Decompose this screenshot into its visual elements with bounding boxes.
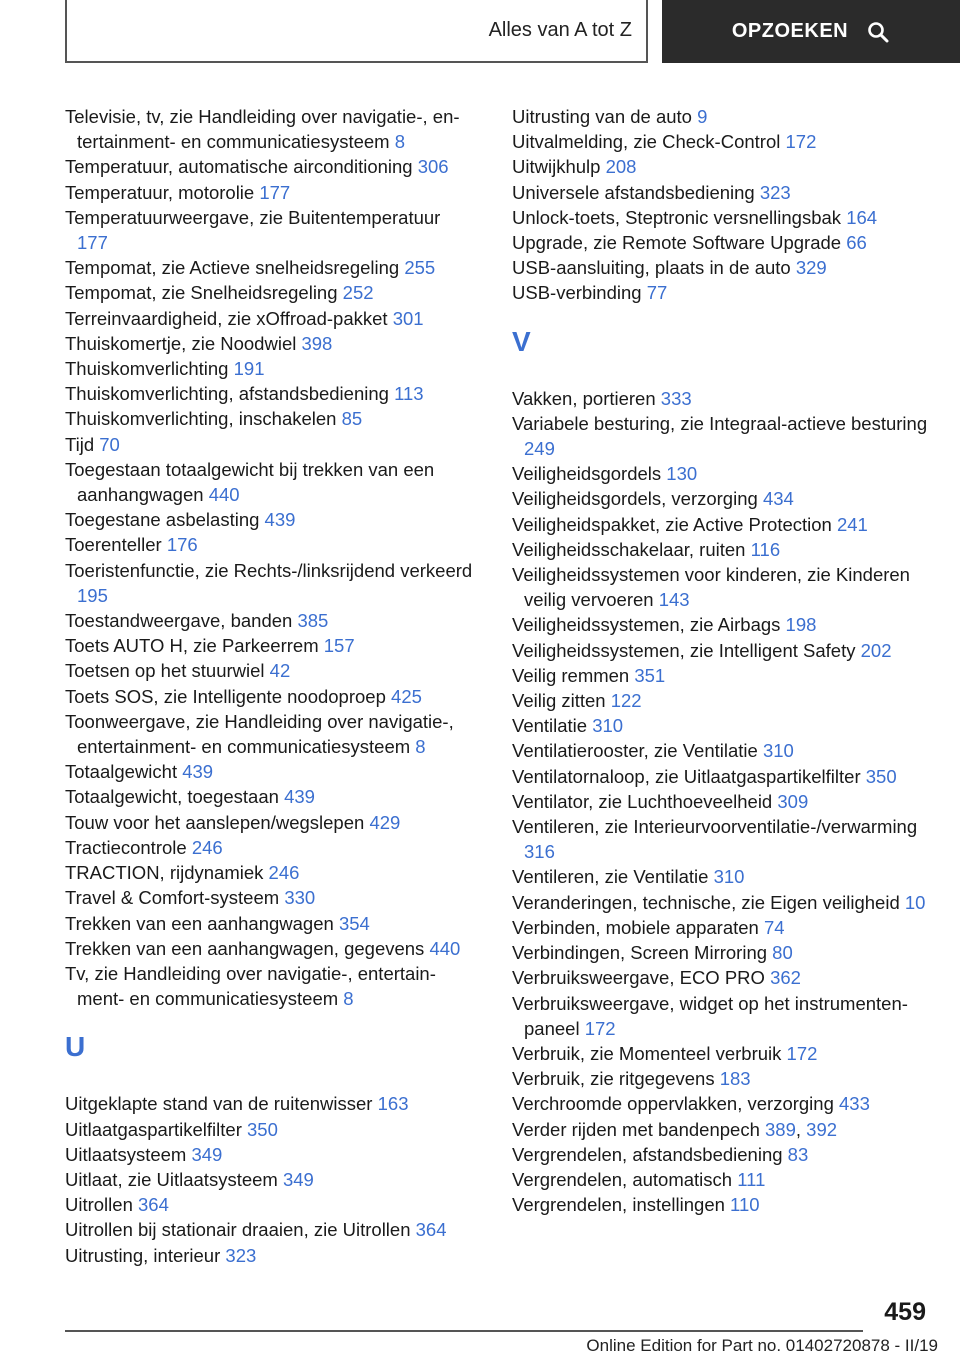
index-entry — [512, 713, 932, 738]
index-entry-term: Toeristenfunctie, zie Rechts-/linksrijdend verkeerd — [65, 559, 473, 581]
index-entry-term: Thuiskomverlichting, inschakelen — [65, 408, 337, 430]
index-entry-term: Thuiskomverlichting, afstandsbediening — [65, 383, 389, 405]
alphabetical-index-tab[interactable] — [65, 0, 648, 63]
index-entry — [65, 331, 475, 356]
index-entry-term: Temperatuur, motorolie — [65, 181, 255, 203]
page-reference-link[interactable]: 249 — [524, 438, 555, 460]
index-entry-term: Verbruik, zie ritgegevens — [512, 1068, 715, 1090]
page-reference-link[interactable]: 246 — [268, 862, 300, 884]
index-entry-term: Veiligheidssystemen, zie Airbags — [512, 614, 781, 636]
page-number: 459 — [884, 1298, 926, 1326]
search-tab-label: OPZOEKEN — [731, 20, 849, 42]
index-entry — [512, 537, 932, 562]
index-entry — [512, 814, 932, 864]
page-reference-link[interactable]: 122 — [610, 690, 642, 712]
page-reference-link[interactable]: 176 — [166, 534, 198, 556]
page-reference-link[interactable]: 333 — [660, 387, 692, 409]
index-entry-term: Toerenteller — [65, 534, 162, 556]
index-entry-term: Totaalgewicht — [65, 761, 178, 783]
index-entry — [512, 154, 932, 179]
index-entry-term: Veiligheidspakket, zie Active Protection — [512, 513, 832, 535]
index-entry-term: Toets SOS, zie Intelligente noodoproep — [65, 685, 386, 707]
index-entry — [65, 911, 475, 936]
index-entry-term: Verbinden, mobiele apparaten — [512, 916, 759, 938]
index-entry — [65, 356, 475, 381]
index-entry — [512, 280, 932, 305]
page-reference-link[interactable]: 389 — [765, 1118, 796, 1140]
page-reference-link[interactable]: 164 — [846, 206, 878, 228]
index-entry — [65, 759, 475, 784]
page-reference-link[interactable]: 183 — [719, 1068, 751, 1090]
index-entry-term: Verchroomde oppervlakken, verzorging — [512, 1093, 834, 1115]
index-entry-term: Temperatuur, automatische airconditioning — [65, 156, 413, 178]
index-column-left — [65, 104, 475, 1268]
index-entry-term: Toestandweergave, banden — [65, 610, 293, 632]
page-reference-link[interactable]: 310 — [762, 740, 794, 762]
index-entry — [512, 764, 932, 789]
index-entry — [65, 1117, 475, 1142]
index-entry-term: Veilig zitten — [512, 690, 606, 712]
index-entry — [512, 180, 932, 205]
index-entry-term: Universele afstandsbediening — [512, 181, 755, 203]
page-reference-link[interactable]: 425 — [391, 685, 422, 707]
page-reference-link[interactable]: 208 — [605, 156, 637, 178]
index-entry-term: Veiligheidsschakelaar, ruiten — [512, 538, 746, 560]
page-reference-link[interactable]: 362 — [770, 967, 801, 989]
index-entry-term: Toets AUTO H, zie Parkeerrem — [65, 635, 319, 657]
index-entry — [65, 280, 475, 305]
page-reference-link[interactable]: 195 — [77, 584, 108, 606]
index-entry-term: Veiligheidsgordels, verzorging — [512, 488, 758, 510]
page-reference-link[interactable]: 113 — [394, 383, 424, 405]
page-reference-link[interactable]: 198 — [785, 614, 817, 636]
index-entry-term: Uitlaat, zie Uitlaatsysteem — [65, 1168, 278, 1190]
index-entry — [65, 1167, 475, 1192]
index-entry-term: Verbruiksweergave, widget op het instrumentenpaneel — [512, 992, 908, 1039]
page-reference-link[interactable]: 392 — [806, 1118, 838, 1140]
index-entry — [65, 709, 475, 759]
page-reference-link[interactable]: 255 — [404, 257, 436, 279]
page-reference-link[interactable]: 385 — [297, 610, 329, 632]
page-reference-link[interactable]: 349 — [191, 1143, 223, 1165]
index-entry — [512, 386, 932, 411]
index-entry — [65, 608, 475, 633]
index-entry — [65, 633, 475, 658]
index-entry — [512, 1192, 932, 1217]
page-reference-link[interactable]: 157 — [323, 635, 355, 657]
index-entry-term: Veilig remmen — [512, 664, 630, 686]
page-reference-link[interactable]: 439 — [182, 761, 214, 783]
page-reference-link[interactable]: 8 — [415, 736, 426, 758]
index-entry — [65, 104, 475, 154]
index-entry — [512, 638, 932, 663]
page-reference-link[interactable]: 116 — [750, 538, 781, 560]
index-entry — [65, 1192, 475, 1217]
index-entry — [512, 230, 932, 255]
index-entry — [512, 864, 932, 889]
index-entry — [512, 512, 932, 537]
index-entry — [512, 1167, 932, 1192]
index-entry-term: Variabele besturing, zie Integraal-actieve besturing — [512, 412, 928, 434]
index-entry — [512, 789, 932, 814]
index-entry-term: Toegestaan totaalgewicht bij trekken van een aanhangwagen — [65, 458, 435, 506]
index-entry — [65, 936, 475, 961]
index-entry — [512, 1041, 932, 1066]
page-reference-link[interactable]: 83 — [787, 1143, 809, 1165]
page-reference-link[interactable]: 310 — [592, 715, 624, 737]
index-entry — [65, 1142, 475, 1167]
index-entry — [65, 961, 475, 1011]
page-reference-link[interactable]: 191 — [233, 358, 265, 380]
index-column-right — [512, 104, 932, 1217]
page-reference-link[interactable]: 301 — [392, 307, 424, 329]
index-entry-term: USB-verbinding — [512, 282, 642, 304]
index-entry-term: Uitwijkhulp — [512, 156, 601, 178]
index-entry-term: Unlock-toets, Steptronic versnellingsbak — [512, 206, 842, 228]
index-entry — [512, 1091, 932, 1116]
index-entry-term: Ventilatierooster, zie Ventilatie — [512, 740, 758, 762]
page-reference-link[interactable]: 351 — [634, 664, 666, 686]
index-entry-term: Veiligheidsgordels — [512, 463, 662, 485]
page-reference-link[interactable]: 202 — [860, 639, 892, 661]
index-entry — [65, 1091, 475, 1116]
index-entry-term: Tijd — [65, 433, 95, 455]
index-section-letter: U — [65, 1031, 86, 1063]
page-reference-link[interactable]: 354 — [338, 912, 370, 934]
index-entry-term: Trekken van een aanhangwagen — [65, 912, 334, 934]
magnifier-icon — [866, 20, 890, 44]
index-entry-term: Vergrendelen, instellingen — [512, 1194, 725, 1216]
index-entry-term: Uitrusting van de auto — [512, 106, 692, 127]
index-entry-term: Thuiskomertje, zie Noodwiel — [65, 332, 297, 354]
index-section-letter: V — [512, 325, 531, 357]
index-entry — [65, 835, 475, 860]
page-reference-link[interactable]: 440 — [208, 484, 240, 506]
index-entry — [65, 860, 475, 885]
index-entry-term: Ventilatornaloop, zie Uitlaatgaspartikelfilter — [512, 765, 861, 787]
page-reference-link[interactable]: 323 — [225, 1244, 257, 1266]
index-entry-term: Toegestane asbelasting — [65, 509, 260, 531]
index-entry — [65, 406, 475, 431]
index-entry — [65, 381, 475, 406]
index-entry-term: Ventilator, zie Luchthoeveelheid — [512, 790, 773, 812]
index-entry-term: Ventileren, zie Interieurvoorventilatie-/verwarming — [512, 816, 918, 838]
index-entry — [65, 255, 475, 280]
index-entry — [512, 1142, 932, 1167]
index-entry — [65, 558, 475, 608]
index-entry-term: Uitrollen — [65, 1194, 133, 1216]
page-reference-link[interactable]: 329 — [795, 257, 827, 279]
index-entry — [65, 684, 475, 709]
index-entry-term: Uitvalmelding, zie Check-Control — [512, 131, 781, 153]
page-reference-link[interactable]: 10 — [904, 891, 926, 913]
page-reference-link[interactable]: 252 — [342, 282, 374, 304]
index-entry — [512, 890, 932, 915]
index-entry — [65, 885, 475, 910]
index-entry — [65, 205, 475, 255]
page-reference-link[interactable]: 80 — [772, 942, 793, 964]
index-entry — [512, 486, 932, 511]
index-entry — [512, 612, 932, 637]
index-entry — [512, 129, 932, 154]
index-entry-term: Tv, zie Handleiding over navigatie-, entertainment- en communicatiesysteem — [65, 962, 436, 1010]
index-entry — [512, 1066, 932, 1091]
page-reference-link[interactable]: 143 — [658, 589, 690, 611]
index-entry-term: Veiligheidssystemen, zie Intelligent Safety — [512, 639, 856, 661]
page-reference-link[interactable]: 440 — [429, 937, 461, 959]
index-entry-term: Totaalgewicht, toegestaan — [65, 786, 279, 808]
index-entry-term: Verbruiksweergave, ECO PRO — [512, 967, 765, 989]
page-reference-link[interactable]: 8 — [394, 131, 406, 153]
index-entry — [65, 1243, 475, 1268]
index-entry-term: Vergrendelen, automatisch — [512, 1168, 733, 1190]
index-entry — [512, 940, 932, 965]
index-entry — [65, 507, 475, 532]
index-entry — [65, 810, 475, 835]
index-entry-term: Tractiecontrole — [65, 836, 187, 858]
index-entry — [65, 306, 475, 331]
index-entry-term: Uitrollen bij stationair draaien, zie Uitrollen — [65, 1219, 411, 1241]
index-entry-term: Toonweergave, zie Handleiding over navigatie-, entertainment- en communicatiesysteem — [65, 710, 454, 758]
page-reference-link[interactable]: 433 — [839, 1093, 870, 1115]
page-reference-link[interactable]: 398 — [301, 332, 333, 354]
index-entry — [65, 432, 475, 457]
index-entry-term: Veranderingen, technische, zie Eigen veiligheid — [512, 891, 900, 913]
page-reference-link[interactable]: 130 — [666, 463, 698, 485]
index-entry-term: Tempomat, zie Actieve snelheidsregeling — [65, 257, 400, 279]
page-reference-link[interactable]: 323 — [759, 181, 791, 203]
page-reference-link[interactable]: 439 — [284, 786, 315, 808]
index-entry — [512, 738, 932, 763]
page-reference-link[interactable]: 42 — [269, 660, 291, 682]
index-entry-term: Uitlaatgaspartikelfilter — [65, 1118, 242, 1140]
index-entry — [512, 915, 932, 940]
index-entry — [512, 688, 932, 713]
index-entry-term: Verbruik, zie Momenteel verbruik — [512, 1042, 782, 1064]
index-entry — [512, 104, 932, 129]
edition-footer: Online Edition for Part no. 01402720878 - II/19 — [586, 1336, 938, 1355]
page-reference-link[interactable]: 70 — [99, 433, 120, 455]
page-reference-link[interactable]: 66 — [846, 232, 867, 254]
page-reference-link[interactable]: 429 — [369, 811, 401, 833]
index-entry-term: Televisie, tv, zie Handleiding over navigatie-, entertainment- en communicatiesysteem — [65, 106, 460, 153]
page-reference-link[interactable]: 85 — [341, 408, 363, 430]
page-reference-link[interactable]: 306 — [417, 156, 449, 178]
index-entry-term: Ventilatie — [512, 715, 588, 737]
alphabetical-index-tab-label: Alles van A tot Z — [488, 19, 632, 41]
page-reference-link[interactable]: 309 — [777, 790, 809, 812]
index-entry — [65, 658, 475, 683]
index-entry: Verder rijden met bandenpech 389, 392 — [512, 1118, 838, 1140]
index-entry-term: Terreinvaardigheid, zie xOffroad-pakket — [65, 307, 388, 329]
page-reference-link[interactable]: 177 — [259, 181, 291, 203]
index-entry — [512, 965, 932, 990]
page-reference-link[interactable]: 310 — [713, 866, 745, 888]
index-entry-term: Uitrusting, interieur — [65, 1244, 221, 1266]
index-entry-term: Ventileren, zie Ventilatie — [512, 866, 709, 888]
index-entry-term: Upgrade, zie Remote Software Upgrade — [512, 232, 842, 254]
index-entry — [512, 663, 932, 688]
page-reference-link[interactable]: 9 — [697, 106, 708, 127]
index-entry — [65, 180, 475, 205]
page-reference-link[interactable]: 349 — [282, 1168, 314, 1190]
page-reference-link[interactable]: 330 — [284, 887, 316, 909]
search-tab[interactable] — [662, 0, 960, 63]
page-reference-link[interactable]: 8 — [343, 988, 354, 1010]
page-reference-link[interactable]: 172 — [786, 1042, 818, 1064]
page-reference-link[interactable]: 77 — [646, 282, 668, 304]
page-reference-link[interactable]: 163 — [377, 1093, 409, 1115]
index-entry — [512, 991, 932, 1041]
page-reference-link[interactable]: 177 — [77, 232, 108, 254]
index-entry — [512, 205, 932, 230]
page-reference-link[interactable]: 172 — [584, 1017, 616, 1039]
index-entry-term: Vakken, portieren — [512, 387, 656, 409]
page-reference-link[interactable]: 364 — [138, 1194, 169, 1216]
footer-divider — [65, 1330, 863, 1332]
index-entry-term: TRACTION, rijdynamiek — [65, 862, 264, 884]
page-reference-link[interactable]: 316 — [524, 841, 555, 863]
index-entry-term: Verder rijden met bandenpech — [512, 1118, 760, 1140]
index-entry-term: Toetsen op het stuurwiel — [65, 660, 265, 682]
page-reference-link[interactable]: 350 — [247, 1118, 278, 1140]
index-entry — [512, 411, 932, 461]
index-entry — [512, 461, 932, 486]
index-entry-term: USB-aansluiting, plaats in de auto — [512, 257, 791, 279]
index-entry-term: Uitgeklapte stand van de ruitenwisser — [65, 1093, 373, 1115]
index-entry-term: Travel & Comfort-systeem — [65, 887, 280, 909]
index-entry-term: Uitlaatsysteem — [65, 1143, 187, 1165]
index-entry — [65, 784, 475, 809]
index-entry-term: Veiligheidssystemen voor kinderen, zie Kinderen veilig vervoeren — [512, 564, 910, 611]
page-reference-link[interactable]: 241 — [836, 513, 868, 535]
index-entry-term: Tempomat, zie Snelheidsregeling — [65, 282, 338, 304]
index-entry — [65, 1217, 475, 1242]
page-reference-link[interactable]: 172 — [785, 131, 817, 153]
index-entry — [512, 255, 932, 280]
page-reference-link[interactable]: 350 — [865, 765, 897, 787]
page-reference-link[interactable]: 364 — [415, 1219, 447, 1241]
page-reference-link[interactable]: 434 — [762, 488, 794, 510]
index-entry-term: Trekken van een aanhangwagen, gegevens — [65, 937, 425, 959]
index-entry — [65, 457, 475, 507]
index-entry — [512, 562, 932, 612]
index-entry-term: Temperatuurweergave, zie Buitentemperatuur — [65, 206, 441, 228]
index-entry-term: Vergrendelen, afstandsbediening — [512, 1143, 783, 1165]
page-reference-link[interactable]: 439 — [264, 509, 296, 531]
index-entry — [65, 154, 475, 179]
index-entry-term: Touw voor het aanslepen/wegslepen — [65, 811, 365, 833]
page-reference-link[interactable]: 111 — [737, 1168, 766, 1190]
page-reference-link[interactable]: 110 — [730, 1194, 760, 1216]
page-reference-link[interactable]: 74 — [764, 916, 785, 938]
page-reference-link[interactable]: 246 — [191, 836, 223, 858]
index-entry — [65, 532, 475, 557]
index-entry-term: Verbindingen, Screen Mirroring — [512, 942, 768, 964]
index-entry-term: Thuiskomverlichting — [65, 358, 229, 380]
